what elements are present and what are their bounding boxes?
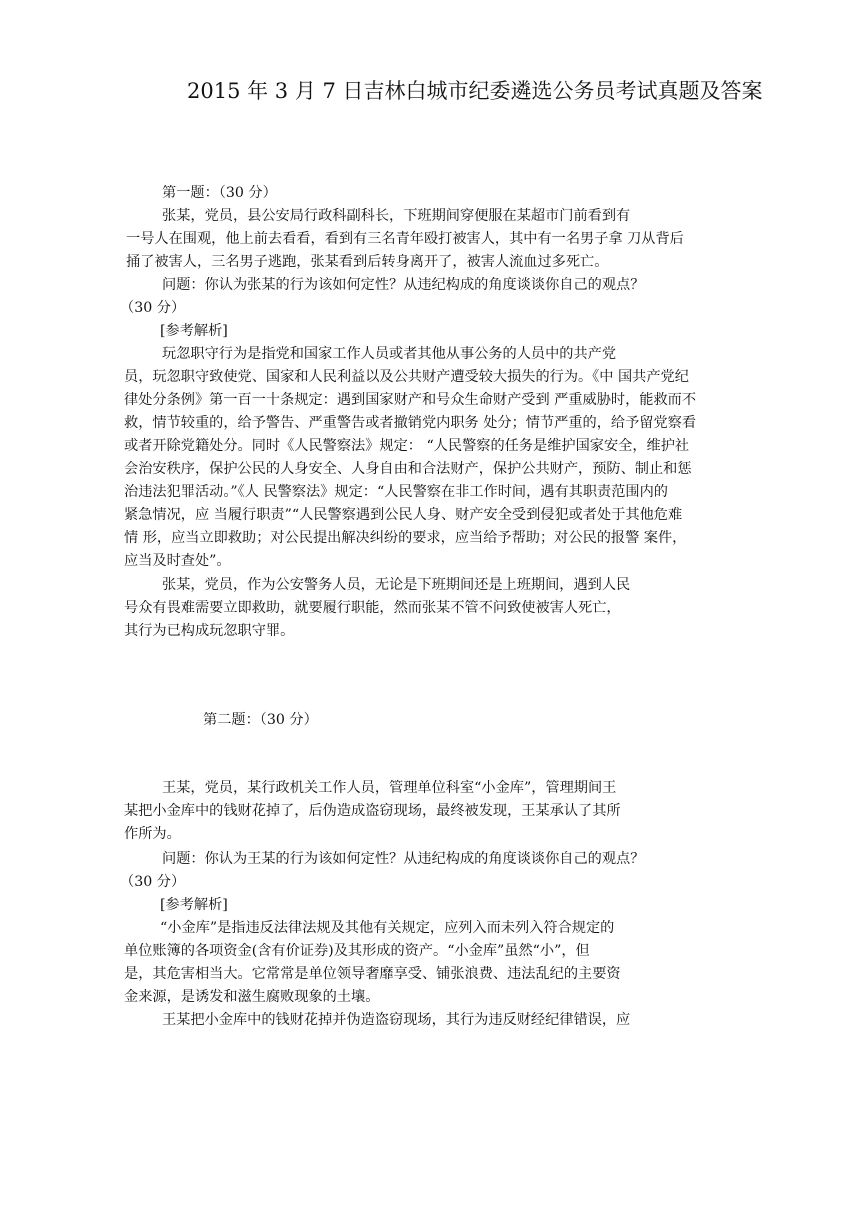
section1-question-line: 问题：你认为张某的行为该如何定性？从违纪构成的角度谈谈你自己的观点？: [162, 277, 645, 293]
section1-conclusion-line: 其行为已构成玩忽职守罪。: [124, 623, 295, 639]
section2-case-line: 王某，党员，某行政机关工作人员，管理单位科室“小金库”，管理期间王: [162, 780, 617, 796]
section1-answer-line: 应当及时查处”。: [124, 553, 231, 569]
section1-answer-label: [参考解析]: [160, 323, 228, 339]
section1-conclusion-line: 张某，党员，作为公安警务人员，无论是下班期间还是上班期间，遇到人民: [162, 577, 631, 593]
section1-answer-line: 会治安秩序，保护公民的人身安全、人身自由和合法财产，保护公共财产，预防、制止和惩: [124, 461, 692, 477]
section2-answer-line: 单位账簿的各项资金(含有价证券)及其形成的资产。“小金库”虽然“小”，但: [124, 943, 590, 959]
section1-answer-line: 员，玩忽职守致使党、国家和人民利益以及公共财产遭受较大损失的行为。《中 国共产党纪: [124, 369, 689, 385]
section1-heading: 第一题：（30 分）: [162, 185, 277, 201]
section1-answer-line: 紧急情况，应 当履行职责”“人民警察遇到公民人身、财产安全受到侵犯或者处于其他危难: [124, 507, 683, 523]
section2-question-line: 问题：你认为王某的行为该如何定性？从违纪构成的角度谈谈你自己的观点？: [162, 851, 645, 867]
section1-answer-line: 律处分条例》第一百一十条规定：遇到国家财产和号众生命财产受到 严重威胁时，能救而不: [124, 392, 697, 408]
section2-answer-label: [参考解析]: [160, 897, 228, 913]
section2-case-line: 某把小金库中的钱财花掉了，后伪造成盗窃现场，最终被发现，王某承认了其所: [124, 803, 621, 819]
document-title: 2015 年 3 月 7 日吉林白城市纪委遴选公务员考试真题及答案: [187, 79, 763, 103]
section1-answer-line: 或者开除党籍处分。同时《人民警察法》规定： “人民警察的任务是维护国家安全，维护社: [124, 438, 690, 454]
section2-answer-line: “小金库”是指违反法律法规及其他有关规定，应列入而未列入符合规定的: [160, 920, 615, 936]
section2-answer-line: 金来源，是诱发和滋生腐败现象的土壤。: [124, 989, 380, 1005]
section1-question-line: （30 分）: [120, 300, 186, 316]
section1-answer-line: 治违法犯罪活动。”《人 民警察法》规定：“人民警察在非工作时间，遇有其职责范围内的: [124, 484, 668, 500]
section2-answer-line: 王某把小金库中的钱财花掉并伪造盗窃现场，其行为违反财经纪律错误，应: [162, 1012, 631, 1028]
section1-answer-line: 情 形，应当立即救助；对公民提出解决纠纷的要求，应当给予帮助；对公民的报警 案件，: [124, 530, 687, 546]
section1-answer-line: 救，情节较重的，给予警告、严重警告或者撤销党内职务 处分；情节严重的，给予留党察看: [124, 415, 697, 431]
section2-answer-line: 是，其危害相当大。它常常是单位领导奢靡享受、铺张浪费、违法乱纪的主要资: [124, 966, 621, 982]
section1-answer-line: 玩忽职守行为是指党和国家工作人员或者其他从事公务的人员中的共产党: [162, 346, 617, 362]
section2-case-line: 作所为。: [124, 826, 181, 842]
section1-case-line: 捅了被害人，三名男子逃跑，张某看到后转身离开了，被害人流血过多死亡。: [126, 254, 609, 270]
section2-question-line: （30 分）: [120, 874, 186, 890]
section1-case-line: 一号人在围观，他上前去看看，看到有三名青年殴打被害人，其中有一名男子拿 刀从背后: [126, 231, 684, 247]
section2-heading: 第二题：（30 分）: [203, 712, 318, 728]
section1-conclusion-line: 号众有畏难需要立即救助，就要履行职能，然而张某不管不问致使被害人死亡，: [124, 600, 621, 616]
section1-case-line: 张某，党员，县公安局行政科副科长，下班期间穿便服在某超市门前看到有: [162, 208, 631, 224]
